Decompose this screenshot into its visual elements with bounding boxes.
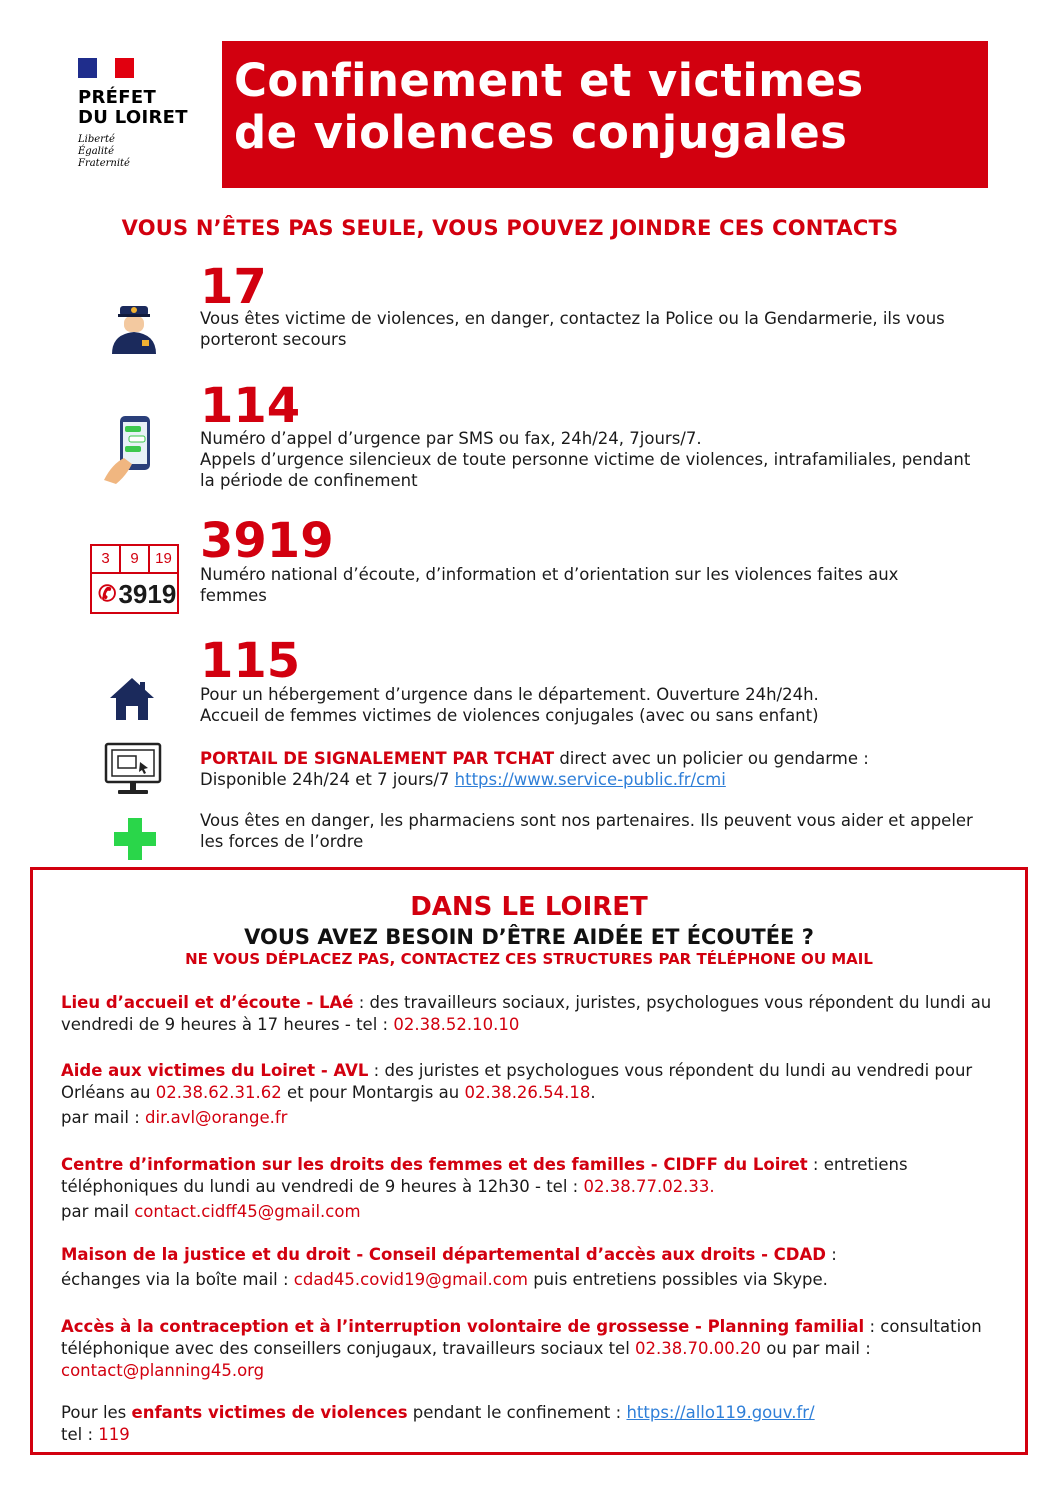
police-officer-icon (108, 292, 160, 354)
title-line-2: de violences conjugales (234, 106, 848, 159)
marianne-flag-icon (78, 58, 134, 78)
title-line-1: Confinement et victimes (234, 54, 864, 107)
headline: VOUS N’ÊTES PAS SEULE, VOUS POUVEZ JOINDRE CES CONTACTS (121, 216, 899, 240)
loiret-instruction: NE VOUS DÉPLACEZ PAS, CONTACTEZ CES STRUCTURES PAR TÉLÉPHONE OU MAIL (185, 950, 873, 968)
republic-motto: Liberté Égalité Fraternité (78, 134, 130, 169)
allo119-link[interactable]: https://allo119.gouv.fr/ (626, 1403, 815, 1422)
planning-mail[interactable]: contact@planning45.org (61, 1361, 265, 1380)
lae-phone[interactable]: 02.38.52.10.10 (393, 1015, 520, 1034)
cidff-mail[interactable]: contact.cidff45@gmail.com (134, 1202, 361, 1221)
avl-phone-orleans[interactable]: 02.38.62.31.62 (155, 1083, 282, 1102)
children-tel[interactable]: 119 (98, 1425, 130, 1444)
entry-avl: Aide aux victimes du Loiret - AVL : des juristes et psychologues vous répondent du lundi au vendredi pour Orléans au 02.38.62.31.62 et pour Montargis au 02.38.26.54.18. par mail : dir.avl@orange.fr (61, 1061, 973, 1127)
prefecture-logo (78, 58, 218, 170)
computer-screen-icon (104, 742, 162, 798)
desc-17: Vous êtes victime de violences, en danger, contactez la Police ou la Gendarmerie, ils vous porteront secours (200, 309, 945, 349)
3919-badge-icon: 3 9 19 ✆ 3919 (90, 544, 179, 614)
desc-pharmacy: Vous êtes en danger, les pharmaciens sont nos partenaires. Ils peuvent vous aider et appeler les forces de l’ordre (200, 811, 973, 851)
desc-114: Numéro d’appel d’urgence par SMS ou fax, 24h/24, 7jours/7. Appels d’urgence silencieux de toute personne victime de violences, intrafamiliales, pendant la période de confinement (200, 429, 971, 490)
number-114[interactable]: 114 (200, 378, 301, 434)
loiret-contacts-box (30, 867, 1028, 1455)
cdad-mail[interactable]: cdad45.covid19@gmail.com (293, 1270, 528, 1289)
prefecture-name: PRÉFET DU LOIRET (78, 87, 188, 128)
desc-115: Pour un hébergement d’urgence dans le département. Ouverture 24h/24h. Accueil de femmes victimes de violences conjugales (avec ou sans enfant) (200, 685, 819, 725)
avl-phone-montargis[interactable]: 02.38.26.54.18 (464, 1083, 591, 1102)
desc-portail: PORTAIL DE SIGNALEMENT PAR TCHAT direct avec un policier ou gendarme : Disponible 24h/24 et 7 jours/7 https://www.service-public.fr/cmi (200, 749, 869, 789)
pharmacy-cross-icon (114, 818, 156, 860)
title-banner (222, 41, 988, 188)
sms-phone-icon (102, 414, 160, 486)
house-icon (108, 676, 156, 722)
planning-phone[interactable]: 02.38.70.00.20 (635, 1339, 761, 1358)
number-115[interactable]: 115 (200, 633, 301, 689)
entry-children: Pour les enfants victimes de violences pendant le confinement : https://allo119.gouv.fr/ tel : 119 (61, 1403, 815, 1444)
entry-cdad: Maison de la justice et du droit - Conseil départemental d’accès aux droits - CDAD : échanges via la boîte mail : cdad45.covid19@gmail.com puis entretiens possibles via Skype. (61, 1245, 837, 1289)
entry-lae: Lieu d’accueil et d’écoute - LAé : des travailleurs sociaux, juristes, psychologues vous répondent du lundi au vendredi de 9 heures à 17 heures - tel : 02.38.52.10.10 (61, 993, 992, 1034)
desc-3919: Numéro national d’écoute, d’information et d’orientation sur les violences faites aux femmes (200, 565, 899, 605)
number-3919[interactable]: 3919 (200, 513, 334, 569)
entry-planning: Accès à la contraception et à l’interruption volontaire de grossesse - Planning familial : consultation téléphonique avec des conseillers conjugaux, travailleurs sociaux tel 02.38.70.00.20 ou par mail : contact@planning45.org (61, 1317, 982, 1380)
loiret-title: DANS LE LOIRET (410, 892, 648, 922)
phone-icon: ✆ (98, 581, 117, 606)
avl-mail[interactable]: dir.avl@orange.fr (145, 1108, 288, 1127)
cidff-phone[interactable]: 02.38.77.02.33. (583, 1177, 715, 1196)
service-public-link[interactable]: https://www.service-public.fr/cmi (454, 770, 726, 789)
number-17[interactable]: 17 (200, 259, 267, 315)
loiret-subtitle: VOUS AVEZ BESOIN D’ÊTRE AIDÉE ET ÉCOUTÉE ? (244, 925, 814, 949)
entry-cidff: Centre d’information sur les droits des femmes et des familles - CIDFF du Loiret : entretiens téléphoniques du lundi au vendredi de 9 heures à 12h30 - tel : 02.38.77.02.33. par mail contact.cidff45@gmail.com (61, 1155, 908, 1221)
